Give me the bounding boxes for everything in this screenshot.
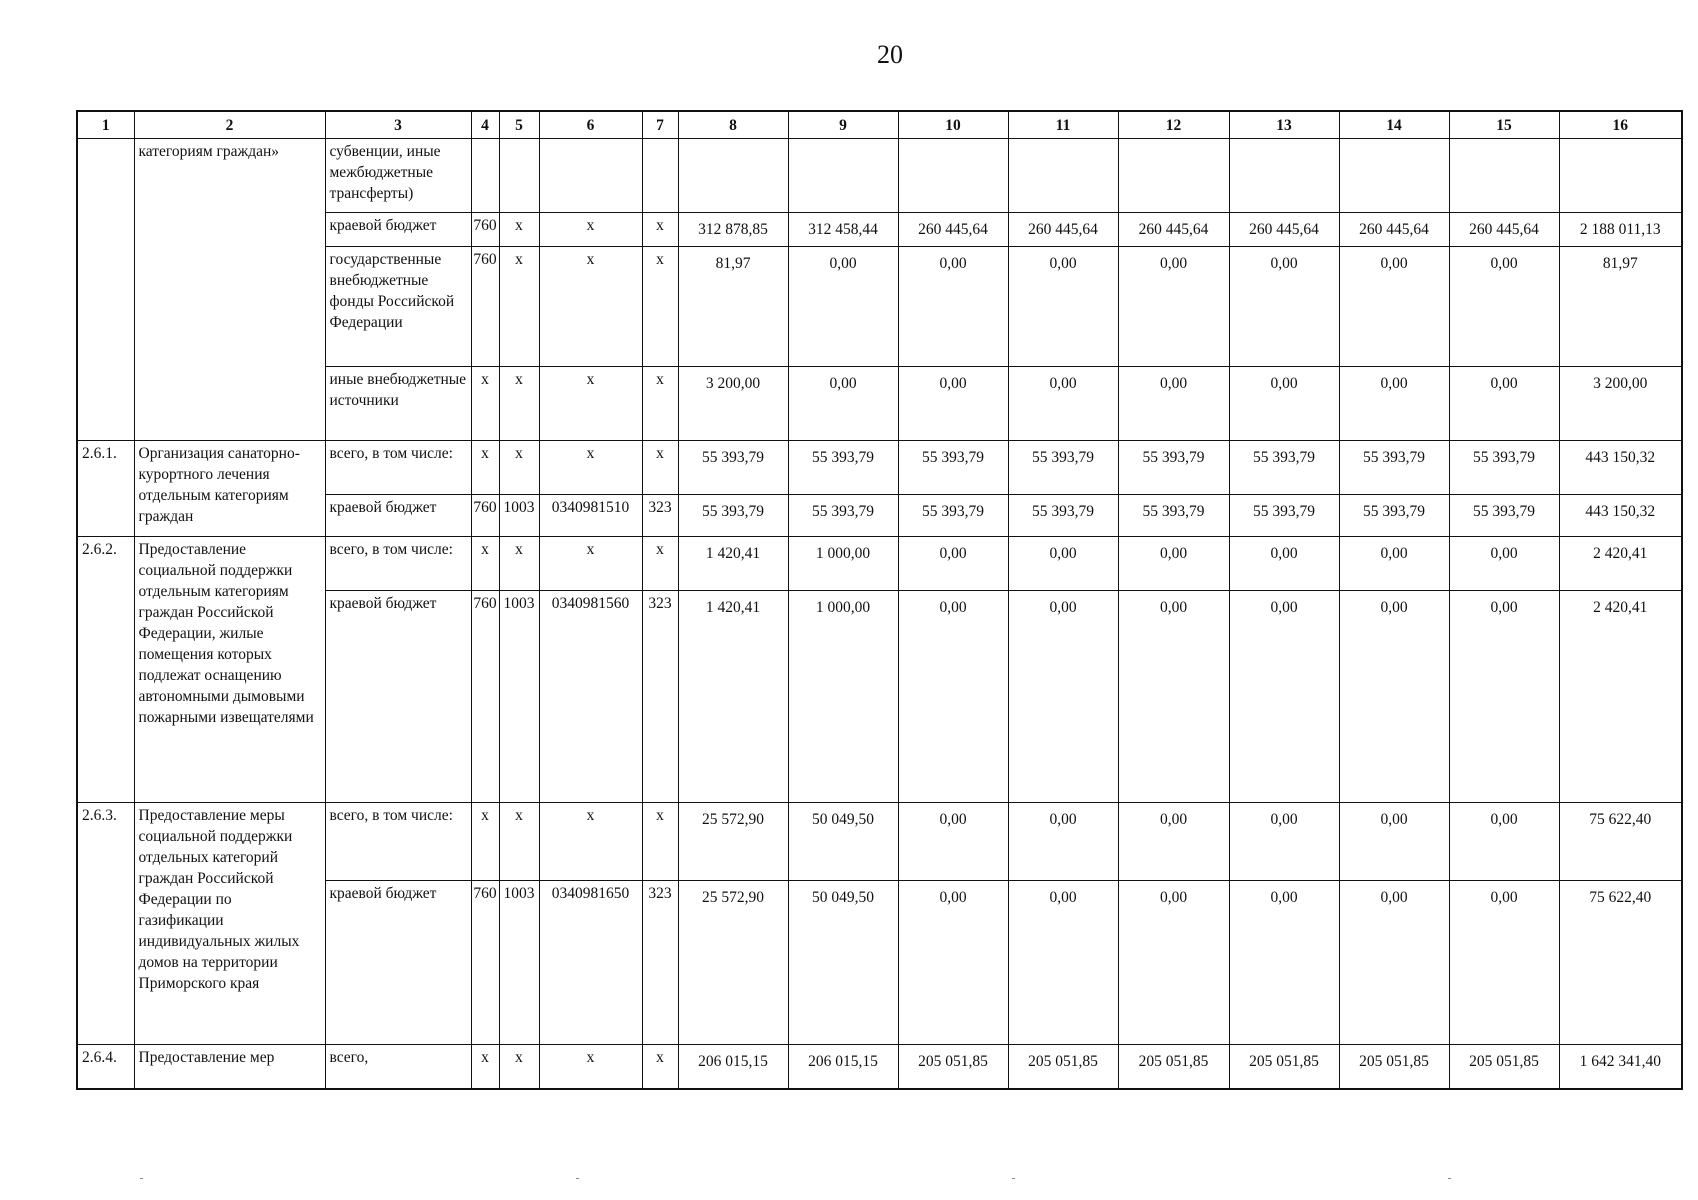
amount-cell: 0,00 [898,881,1008,1045]
amount-cell [1339,139,1449,213]
amount-cell: 50 049,50 [788,803,898,881]
code-cell: 0340981650 [539,881,642,1045]
code-cell: x [471,803,499,881]
amount-cell: 1 000,00 [788,591,898,803]
header-cell: 13 [1229,111,1339,139]
amount-cell: 0,00 [1008,537,1118,591]
code-cell: x [642,213,678,247]
amount-cell: 25 572,90 [678,803,788,881]
code-cell: x [539,367,642,441]
amount-cell: 1 420,41 [678,591,788,803]
amount-cell: 0,00 [1339,591,1449,803]
amount-cell: 55 393,79 [1449,495,1559,537]
funding-source-cell: иные внебюджетные источники [325,367,471,441]
amount-cell: 0,00 [1229,803,1339,881]
amount-cell [1559,139,1682,213]
amount-cell: 0,00 [1339,247,1449,367]
item-number-cell: 2.6.4. [77,1045,134,1089]
code-cell: x [642,441,678,495]
code-cell: x [499,1045,539,1089]
amount-cell: 443 150,32 [1559,495,1682,537]
table-row [77,803,1682,881]
amount-cell [678,139,788,213]
amount-cell: 55 393,79 [1339,495,1449,537]
funding-source-cell: всего, в том числе: [325,537,471,591]
amount-cell: 55 393,79 [1118,441,1229,495]
amount-cell: 2 420,41 [1559,537,1682,591]
amount-cell: 0,00 [1449,537,1559,591]
code-cell: x [642,367,678,441]
amount-cell: 25 572,90 [678,881,788,1045]
code-cell: 323 [642,495,678,537]
amount-cell: 0,00 [1339,803,1449,881]
header-cell: 8 [678,111,788,139]
code-cell [499,139,539,213]
amount-cell: 443 150,32 [1559,441,1682,495]
amount-cell: 206 015,15 [678,1045,788,1089]
code-cell: x [539,247,642,367]
header-cell: 4 [471,111,499,139]
amount-cell: 260 445,64 [1118,213,1229,247]
amount-cell: 0,00 [1229,367,1339,441]
code-cell: x [539,441,642,495]
code-cell: 1003 [499,881,539,1045]
amount-cell: 55 393,79 [788,441,898,495]
code-cell: x [539,803,642,881]
code-cell: x [471,1045,499,1089]
code-cell [471,139,499,213]
amount-cell: 55 393,79 [1339,441,1449,495]
code-cell: x [471,367,499,441]
code-cell: x [471,441,499,495]
amount-cell: 260 445,64 [1339,213,1449,247]
funding-source-cell: всего, в том числе: [325,441,471,495]
amount-cell: 55 393,79 [1118,495,1229,537]
amount-cell: 312 878,85 [678,213,788,247]
item-name-cell: Предоставление социальной поддержки отдельным категориям граждан Российской Федерации, жилые помещения которых подлежат оснащению автономными дымовыми пожарными извещателями [134,537,325,803]
amount-cell: 206 015,15 [788,1045,898,1089]
amount-cell: 81,97 [1559,247,1682,367]
amount-cell: 0,00 [788,367,898,441]
code-cell: 0340981510 [539,495,642,537]
amount-cell: 0,00 [1118,537,1229,591]
amount-cell: 0,00 [898,591,1008,803]
code-cell: 1003 [499,591,539,803]
code-cell: 0340981560 [539,591,642,803]
amount-cell: 260 445,64 [1229,213,1339,247]
header-cell: 15 [1449,111,1559,139]
amount-cell: 205 051,85 [1008,1045,1118,1089]
header-cell: 14 [1339,111,1449,139]
funding-source-cell: краевой бюджет [325,213,471,247]
code-cell: x [539,1045,642,1089]
amount-cell: 55 393,79 [788,495,898,537]
header-cell: 7 [642,111,678,139]
header-cell: 10 [898,111,1008,139]
header-cell: 2 [134,111,325,139]
code-cell: x [499,247,539,367]
code-cell: 760 [471,213,499,247]
header-cell: 3 [325,111,471,139]
amount-cell: 0,00 [1449,591,1559,803]
item-name-cell: Организация санаторно-курортного лечения отдельным категориям граждан [134,441,325,537]
amount-cell: 55 393,79 [1008,441,1118,495]
amount-cell: 0,00 [1118,591,1229,803]
amount-cell: 0,00 [898,367,1008,441]
amount-cell: 0,00 [898,537,1008,591]
code-cell: x [539,213,642,247]
page-number: 20 [877,40,903,69]
code-cell: x [499,213,539,247]
amount-cell: 0,00 [1118,803,1229,881]
amount-cell: 0,00 [1339,367,1449,441]
amount-cell: 1 642 341,40 [1559,1045,1682,1089]
table-body [77,139,1682,1089]
amount-cell: 0,00 [1008,367,1118,441]
amount-cell: 0,00 [1229,591,1339,803]
code-cell: 760 [471,495,499,537]
funding-source-cell: субвенции, иные межбюджетные трансферты) [325,139,471,213]
amount-cell: 0,00 [1449,247,1559,367]
amount-cell [1449,139,1559,213]
code-cell: x [642,1045,678,1089]
amount-cell: 3 200,00 [1559,367,1682,441]
table-row [77,139,1682,213]
item-name-cell: категориям граждан» [134,139,325,441]
amount-cell: 55 393,79 [678,495,788,537]
header-cell: 12 [1118,111,1229,139]
amount-cell: 0,00 [1229,881,1339,1045]
header-cell: 5 [499,111,539,139]
code-cell: x [642,537,678,591]
code-cell: x [642,247,678,367]
amount-cell: 205 051,85 [1229,1045,1339,1089]
amount-cell: 0,00 [1339,537,1449,591]
code-cell [539,139,642,213]
table-row [77,441,1682,495]
amount-cell: 0,00 [1008,803,1118,881]
code-cell: 760 [471,247,499,367]
amount-cell: 260 445,64 [1008,213,1118,247]
code-cell: 760 [471,881,499,1045]
code-cell: x [539,537,642,591]
amount-cell: 1 000,00 [788,537,898,591]
amount-cell: 55 393,79 [1229,495,1339,537]
code-cell: x [471,537,499,591]
amount-cell: 0,00 [1339,881,1449,1045]
amount-cell: 55 393,79 [898,495,1008,537]
amount-cell: 55 393,79 [898,441,1008,495]
item-number-cell: 2.6.2. [77,537,134,803]
funding-source-cell: государственные внебюджетные фонды Российской Федерации [325,247,471,367]
item-number-cell: 2.6.3. [77,803,134,1045]
amount-cell: 2 188 011,13 [1559,213,1682,247]
amount-cell: 0,00 [1118,367,1229,441]
budget-table [76,110,1683,1090]
code-cell: x [499,803,539,881]
header-cell: 11 [1008,111,1118,139]
item-name-cell: Предоставление мер [134,1045,325,1089]
amount-cell: 0,00 [1118,247,1229,367]
amount-cell [1008,139,1118,213]
code-cell: 760 [471,591,499,803]
amount-cell: 0,00 [1229,537,1339,591]
code-cell: x [499,537,539,591]
header-cell: 16 [1559,111,1682,139]
amount-cell: 0,00 [1449,881,1559,1045]
amount-cell: 3 200,00 [678,367,788,441]
amount-cell [788,139,898,213]
amount-cell: 55 393,79 [1449,441,1559,495]
amount-cell [1229,139,1339,213]
amount-cell: 0,00 [788,247,898,367]
amount-cell: 0,00 [1449,367,1559,441]
funding-source-cell: краевой бюджет [325,495,471,537]
amount-cell: 205 051,85 [1339,1045,1449,1089]
item-number-cell: 2.6.1. [77,441,134,537]
amount-cell: 0,00 [1008,881,1118,1045]
table-row [77,537,1682,591]
header-cell: 6 [539,111,642,139]
code-cell [642,139,678,213]
amount-cell: 0,00 [1008,591,1118,803]
code-cell: x [499,441,539,495]
amount-cell: 55 393,79 [1229,441,1339,495]
amount-cell: 75 622,40 [1559,881,1682,1045]
amount-cell: 55 393,79 [678,441,788,495]
header-cell: 1 [77,111,134,139]
amount-cell [1118,139,1229,213]
amount-cell: 1 420,41 [678,537,788,591]
funding-source-cell: всего, [325,1045,471,1089]
amount-cell: 0,00 [898,803,1008,881]
amount-cell: 0,00 [1008,247,1118,367]
amount-cell [898,139,1008,213]
amount-cell: 260 445,64 [898,213,1008,247]
amount-cell: 312 458,44 [788,213,898,247]
funding-source-cell: всего, в том числе: [325,803,471,881]
amount-cell: 55 393,79 [1008,495,1118,537]
funding-source-cell: краевой бюджет [325,591,471,803]
code-cell: 1003 [499,495,539,537]
header-row [77,111,1682,139]
amount-cell: 81,97 [678,247,788,367]
amount-cell: 205 051,85 [898,1045,1008,1089]
amount-cell: 0,00 [1118,881,1229,1045]
amount-cell: 0,00 [1229,247,1339,367]
table-row [77,1045,1682,1089]
code-cell: 323 [642,591,678,803]
code-cell: 323 [642,881,678,1045]
amount-cell: 75 622,40 [1559,803,1682,881]
amount-cell: 50 049,50 [788,881,898,1045]
funding-source-cell: краевой бюджет [325,881,471,1045]
item-name-cell: Предоставление меры социальной поддержки отдельных категорий граждан Российской Федерации по газификации индивидуальных жилых домов на территории Приморского края [134,803,325,1045]
amount-cell: 0,00 [898,247,1008,367]
item-number-cell [77,139,134,441]
amount-cell: 205 051,85 [1118,1045,1229,1089]
amount-cell: 205 051,85 [1449,1045,1559,1089]
header-cell: 9 [788,111,898,139]
code-cell: x [499,367,539,441]
code-cell: x [642,803,678,881]
amount-cell: 2 420,41 [1559,591,1682,803]
amount-cell: 0,00 [1449,803,1559,881]
amount-cell: 260 445,64 [1449,213,1559,247]
